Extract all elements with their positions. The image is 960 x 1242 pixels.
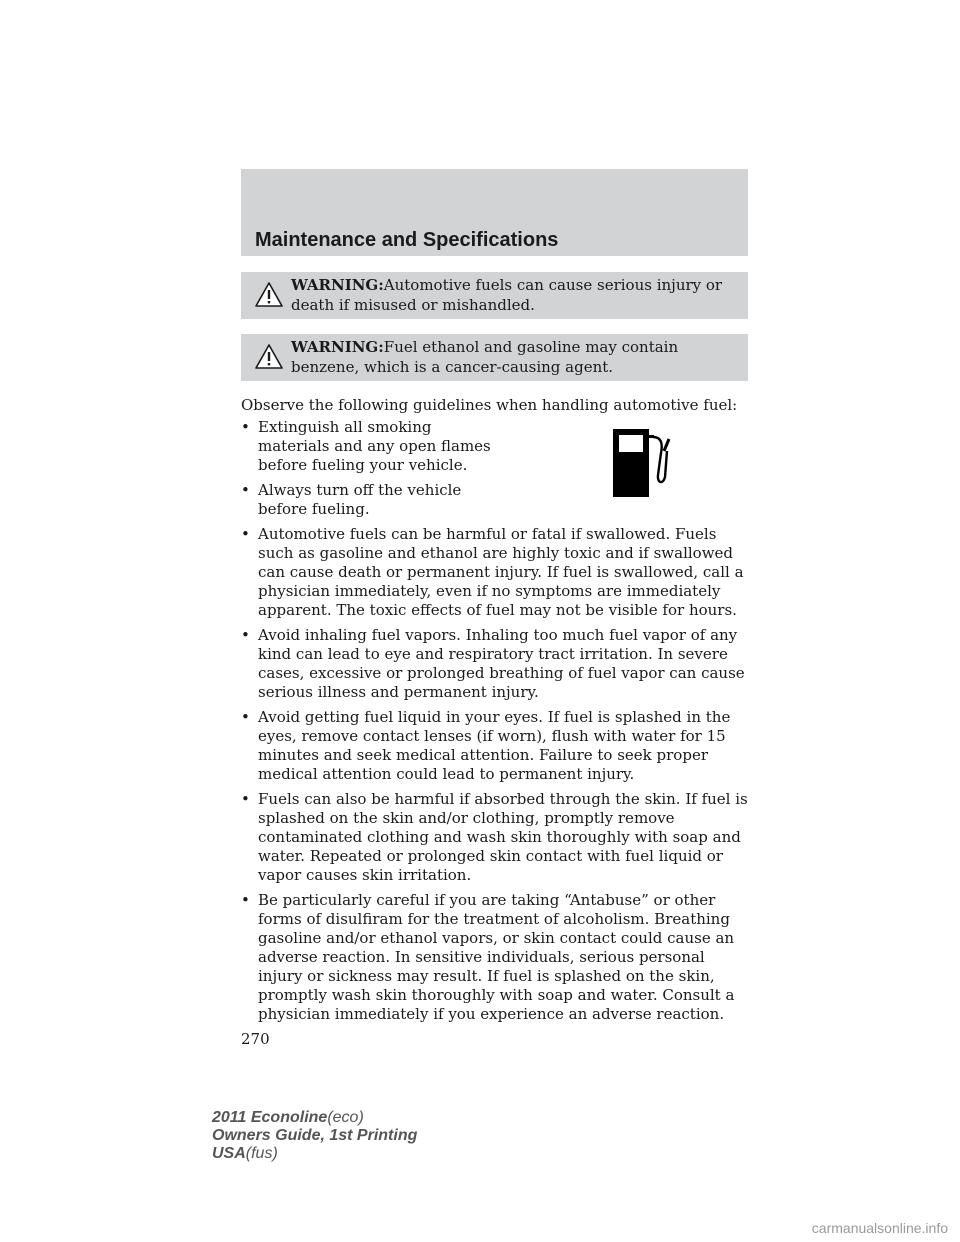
warning-box-1 xyxy=(241,272,748,319)
intro-paragraph: Observe the following guidelines when handling automotive fuel: xyxy=(241,396,738,414)
list-item: • Automotive fuels can be harmful or fatal if swallowed. Fuels such as gasoline and ethanol are highly toxic and if swallowed can cause death or permanent injury. If fuel is swallowed, call a physician immediately, even if no symptoms are immediately apparent. The toxic effects of fuel may not be visible for hours. xyxy=(241,525,744,619)
list-item: • Fuels can also be harmful if absorbed through the skin. If fuel is splashed on the skin and/or clothing, promptly remove contaminated clothing and wash skin thoroughly with soap and water. Repeated or prolonged skin contact with fuel liquid or vapor causes skin irritation. xyxy=(241,790,748,884)
warning-label: WARNING: xyxy=(291,276,384,294)
warning-box-2 xyxy=(241,334,748,381)
list-item: • Be particularly careful if you are taking “Antabuse” or other forms of disulfiram for the treatment of alcoholism. Breathing gasoline and/or ethanol vapors, or skin contact could cause an adverse reaction. In sensitive individuals, serious personal injury or sickness may result. If fuel is splashed on the skin, promptly wash skin thoroughly with soap and water. Consult a physician immediately if you experience an adverse reaction. xyxy=(241,891,735,1023)
section-header xyxy=(241,169,748,256)
warning-text xyxy=(291,337,741,377)
page-number: 270 xyxy=(241,1030,270,1048)
warning-body: Automotive fuels can cause serious injury or death if misused or mishandled. xyxy=(291,276,723,314)
warning-label: WARNING: xyxy=(291,338,384,356)
guidelines-list xyxy=(241,418,748,1030)
list-item: • Extinguish all smoking materials and any open flames before fueling your vehicle. xyxy=(241,418,491,474)
watermark: carmanualsonline.info xyxy=(811,1220,948,1236)
warning-triangle-icon xyxy=(255,282,283,307)
list-item: • Avoid getting fuel liquid in your eyes. If fuel is splashed in the eyes, remove contact lenses (if worn), flush with water for 15 minutes and seek medical attention. Failure to seek proper medical attention could lead to permanent injury. xyxy=(241,708,731,783)
warning-body: Fuel ethanol and gasoline may contain benzene, which is a cancer-causing agent. xyxy=(291,338,679,376)
footer-print-info: 2011 Econoline(eco) Owners Guide, 1st Printing USA(fus) xyxy=(212,1109,418,1162)
list-item: • Avoid inhaling fuel vapors. Inhaling too much fuel vapor of any kind can lead to eye and respiratory tract irritation. In severe cases, excessive or prolonged breathing of fuel vapor can cause serious illness and permanent injury. xyxy=(241,626,745,701)
list-item: • Always turn off the vehicle before fueling. xyxy=(241,481,462,518)
warning-triangle-icon xyxy=(255,344,283,369)
warning-text xyxy=(291,275,741,315)
section-title: Maintenance and Specifications xyxy=(255,229,559,251)
